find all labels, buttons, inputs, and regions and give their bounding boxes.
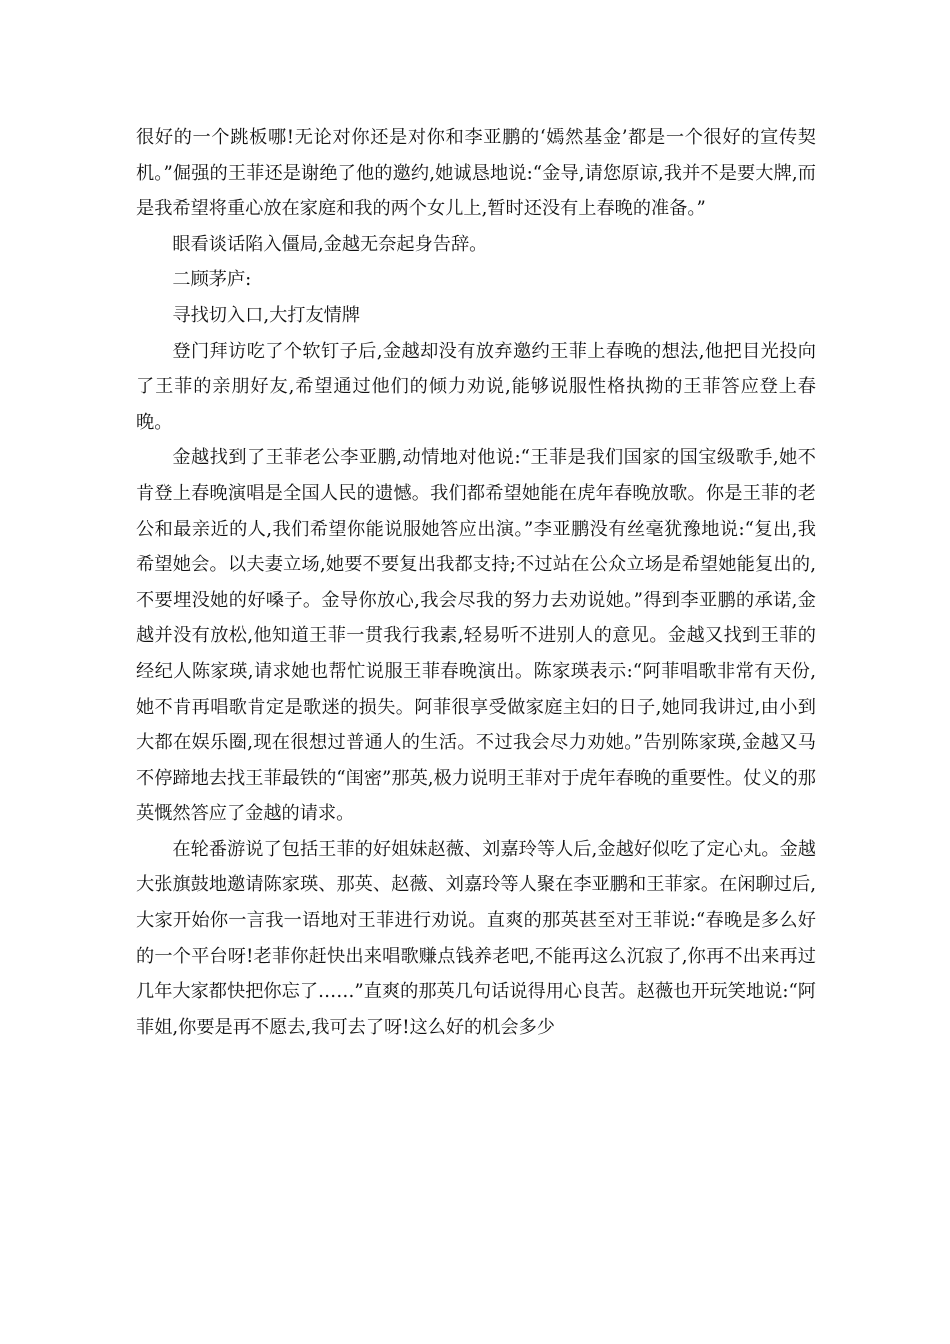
paragraph-6: 金越找到了王菲老公李亚鹏,动情地对他说:“王菲是我们国家的国宝级歌手,她不肯登上春晚演唱是全国人民的遗憾。我们都希望她能在虎年春晚放歌。你是王菲的老公和最亲近的人,我们希望你能说服她答应出演。”李亚鹏没有丝毫犹豫地说:“复出,我希望她会。以夫妻立场,她要不要复出我都支持;不过站在公众立场是希望她能复出的,不要埋没她的好嗓子。金导你放心,我会尽我的努力去劝说她。”得到李亚鹏的承诺,金越并没有放松,他知道王菲一贯我行我素,轻易听不进别人的意见。金越又找到王菲的经纪人陈家瑛,请求她也帮忙说服王菲春晚演出。陈家瑛表示:“阿菲唱歌非常有天份,她不肯再唱歌肯定是歌迷的损失。阿菲很享受做家庭主妇的日子,她同我讲过,由小到大都在娱乐圈,现在很想过普通人的生活。不过我会尽力劝她。”告别陈家瑛,金越又马不停蹄地去找王菲最铁的“闺密”那英,极力说明王菲对于虎年春晚的重要性。仗义的那英慨然答应了金越的请求。 xyxy=(136,447,816,825)
paragraph-2: 眼看谈话陷入僵局,金越无奈起身告辞。 xyxy=(172,233,488,255)
document-body xyxy=(136,120,816,1045)
paragraph-1: 很好的一个跳板哪!无论对你还是对你和李亚鹏的‘嫣然基金’都是一个很好的宣传契机。”倔强的王菲还是谢绝了他的邀约,她诚恳地说:“金导,请您原谅,我并不是要大牌,而是我希望将重心放在家庭和我的两个女儿上,暂时还没有上春晚的准备。” xyxy=(136,127,816,220)
section-subheading: 寻找切入口,大打友情牌 xyxy=(172,304,361,326)
paragraph-7: 在轮番游说了包括王菲的好姐妹赵薇、刘嘉玲等人后,金越好似吃了定心丸。金越大张旗鼓地邀请陈家瑛、那英、赵薇、刘嘉玲等人聚在李亚鹏和王菲家。在闲聊过后,大家开始你一言我一语地对王菲进行劝说。直爽的那英甚至对王菲说:“春晚是多么好的一个平台呀!老菲你赶快出来唱歌赚点钱养老吧,不能再这么沉寂了,你再不出来再过几年大家都快把你忘了……”直爽的那英几句话说得用心良苦。赵薇也开玩笑地说:“阿菲姐,你要是再不愿去,我可去了呀!这么好的机会多少 xyxy=(136,838,816,1038)
section-heading: 二顾茅庐: xyxy=(172,269,252,291)
paragraph-5: 登门拜访吃了个软钉子后,金越却没有放弃邀约王菲上春晚的想法,他把目光投向了王菲的亲朋好友,希望通过他们的倾力劝说,能够说服性格执拗的王菲答应登上春晚。 xyxy=(136,340,816,433)
